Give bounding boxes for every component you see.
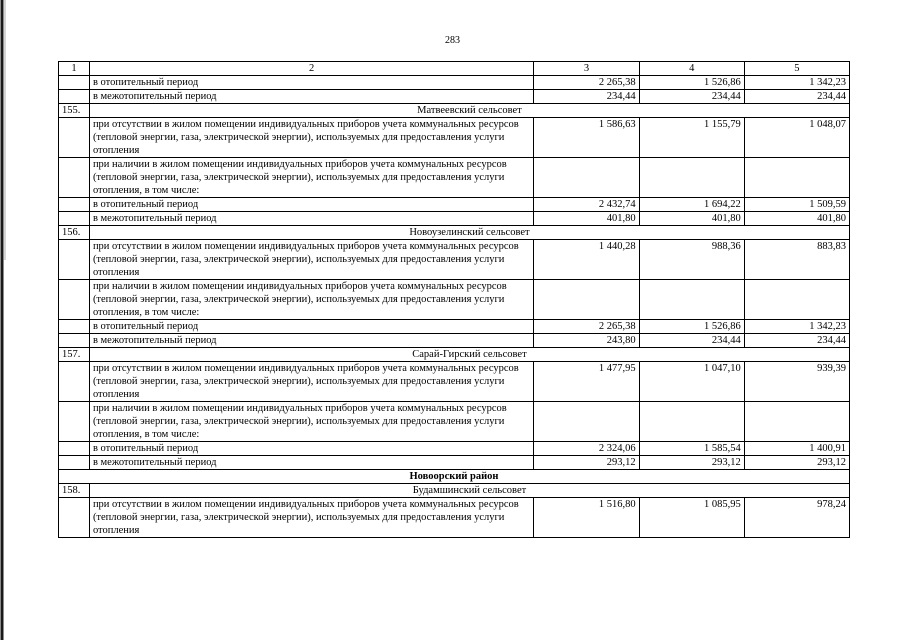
- district-title: Новоорский район: [59, 470, 850, 484]
- row-description-cell: в отопительный период: [89, 442, 533, 456]
- value-cell-col5: 234,44: [744, 334, 849, 348]
- table-row: [59, 118, 850, 158]
- row-description-cell: в межотопительный период: [89, 212, 533, 226]
- row-number-cell: [59, 212, 90, 226]
- value-cell-col3: 1 516,80: [534, 498, 639, 538]
- section-row: [59, 348, 850, 362]
- value-cell-col3: 293,12: [534, 456, 639, 470]
- value-cell-col4: [639, 158, 744, 198]
- value-cell-col4: 1 085,95: [639, 498, 744, 538]
- section-row: [59, 104, 850, 118]
- value-cell-col4: 1 047,10: [639, 362, 744, 402]
- row-description-cell: в отопительный период: [89, 320, 533, 334]
- table-row: [59, 456, 850, 470]
- row-number-cell: [59, 198, 90, 212]
- row-description-cell: при наличии в жилом помещении индивидуальных приборов учета коммунальных ресурсов (тепловой энергии, газа, электрической энергии), используемых для предоставления услуги отопления, в том числе:: [89, 158, 533, 198]
- value-cell-col5: 883,83: [744, 240, 849, 280]
- row-description-cell: в межотопительный период: [89, 90, 533, 104]
- value-cell-col3: 1 586,63: [534, 118, 639, 158]
- value-cell-col5: 401,80: [744, 212, 849, 226]
- row-number-cell: 156.: [59, 226, 90, 240]
- row-number-cell: [59, 362, 90, 402]
- value-cell-col3: 234,44: [534, 90, 639, 104]
- column-header: 3: [534, 62, 639, 76]
- row-number-cell: [59, 320, 90, 334]
- value-cell-col3: [534, 402, 639, 442]
- value-cell-col4: [639, 280, 744, 320]
- section-title: Новоузелинский сельсовет: [89, 226, 849, 240]
- table-row: [59, 498, 850, 538]
- column-header: 1: [59, 62, 90, 76]
- district-row: [59, 470, 850, 484]
- value-cell-col5: 1 400,91: [744, 442, 849, 456]
- table-row: [59, 402, 850, 442]
- row-number-cell: [59, 118, 90, 158]
- value-cell-col3: 2 265,38: [534, 76, 639, 90]
- row-number-cell: [59, 240, 90, 280]
- row-number-cell: [59, 402, 90, 442]
- value-cell-col3: 2 324,06: [534, 442, 639, 456]
- row-number-cell: [59, 498, 90, 538]
- row-number-cell: [59, 334, 90, 348]
- table-body: [59, 76, 850, 538]
- row-number-cell: [59, 456, 90, 470]
- table-row: [59, 442, 850, 456]
- value-cell-col5: 939,39: [744, 362, 849, 402]
- section-title: Сарай-Гирский сельсовет: [89, 348, 849, 362]
- value-cell-col3: [534, 280, 639, 320]
- column-header-row: [59, 62, 850, 76]
- row-number-cell: 158.: [59, 484, 90, 498]
- table-row: [59, 334, 850, 348]
- column-header: 4: [639, 62, 744, 76]
- row-number-cell: 157.: [59, 348, 90, 362]
- table-row: [59, 240, 850, 280]
- value-cell-col3: [534, 158, 639, 198]
- table-row: [59, 90, 850, 104]
- value-cell-col3: 243,80: [534, 334, 639, 348]
- table-row: [59, 362, 850, 402]
- table-row: [59, 198, 850, 212]
- table-row: [59, 320, 850, 334]
- value-cell-col4: [639, 402, 744, 442]
- row-description-cell: в межотопительный период: [89, 456, 533, 470]
- value-cell-col4: 1 526,86: [639, 76, 744, 90]
- value-cell-col5: 1 342,23: [744, 320, 849, 334]
- value-cell-col4: 1 155,79: [639, 118, 744, 158]
- value-cell-col4: 988,36: [639, 240, 744, 280]
- value-cell-col3: 1 477,95: [534, 362, 639, 402]
- value-cell-col4: 234,44: [639, 334, 744, 348]
- value-cell-col5: [744, 158, 849, 198]
- value-cell-col3: 1 440,28: [534, 240, 639, 280]
- section-row: [59, 484, 850, 498]
- value-cell-col3: 2 265,38: [534, 320, 639, 334]
- row-description-cell: в отопительный период: [89, 76, 533, 90]
- row-description-cell: при отсутствии в жилом помещении индивидуальных приборов учета коммунальных ресурсов (тепловой энергии, газа, электрической энергии), используемых для предоставления услуги отопления: [89, 240, 533, 280]
- table-row: [59, 158, 850, 198]
- row-description-cell: при отсутствии в жилом помещении индивидуальных приборов учета коммунальных ресурсов (тепловой энергии, газа, электрической энергии), используемых для предоставления услуги отопления: [89, 118, 533, 158]
- value-cell-col5: 1 048,07: [744, 118, 849, 158]
- row-number-cell: [59, 76, 90, 90]
- row-description-cell: при наличии в жилом помещении индивидуальных приборов учета коммунальных ресурсов (тепловой энергии, газа, электрической энергии), используемых для предоставления услуги отопления, в том числе:: [89, 280, 533, 320]
- row-description-cell: в отопительный период: [89, 198, 533, 212]
- table-row: [59, 280, 850, 320]
- table-row: [59, 76, 850, 90]
- row-number-cell: [59, 90, 90, 104]
- value-cell-col5: [744, 280, 849, 320]
- table-row: [59, 212, 850, 226]
- page-number: 283: [445, 35, 460, 46]
- column-header: 2: [89, 62, 533, 76]
- row-number-cell: [59, 442, 90, 456]
- section-row: [59, 226, 850, 240]
- section-title: Будамшинский сельсовет: [89, 484, 849, 498]
- row-number-cell: [59, 158, 90, 198]
- row-description-cell: при отсутствии в жилом помещении индивидуальных приборов учета коммунальных ресурсов (тепловой энергии, газа, электрической энергии), используемых для предоставления услуги отопления: [89, 498, 533, 538]
- row-number-cell: 155.: [59, 104, 90, 118]
- value-cell-col4: 1 694,22: [639, 198, 744, 212]
- value-cell-col5: 1 342,23: [744, 76, 849, 90]
- row-description-cell: при наличии в жилом помещении индивидуальных приборов учета коммунальных ресурсов (тепловой энергии, газа, электрической энергии), используемых для предоставления услуги отопления, в том числе:: [89, 402, 533, 442]
- value-cell-col5: 978,24: [744, 498, 849, 538]
- tariff-table: [58, 61, 850, 538]
- value-cell-col5: 293,12: [744, 456, 849, 470]
- row-description-cell: в межотопительный период: [89, 334, 533, 348]
- row-number-cell: [59, 280, 90, 320]
- value-cell-col5: 234,44: [744, 90, 849, 104]
- column-header: 5: [744, 62, 849, 76]
- row-description-cell: при отсутствии в жилом помещении индивидуальных приборов учета коммунальных ресурсов (тепловой энергии, газа, электрической энергии), используемых для предоставления услуги отопления: [89, 362, 533, 402]
- value-cell-col4: 293,12: [639, 456, 744, 470]
- value-cell-col4: 401,80: [639, 212, 744, 226]
- value-cell-col4: 1 585,54: [639, 442, 744, 456]
- value-cell-col5: 1 509,59: [744, 198, 849, 212]
- value-cell-col5: [744, 402, 849, 442]
- value-cell-col4: 1 526,86: [639, 320, 744, 334]
- value-cell-col3: 2 432,74: [534, 198, 639, 212]
- value-cell-col3: 401,80: [534, 212, 639, 226]
- value-cell-col4: 234,44: [639, 90, 744, 104]
- section-title: Матвеевский сельсовет: [89, 104, 849, 118]
